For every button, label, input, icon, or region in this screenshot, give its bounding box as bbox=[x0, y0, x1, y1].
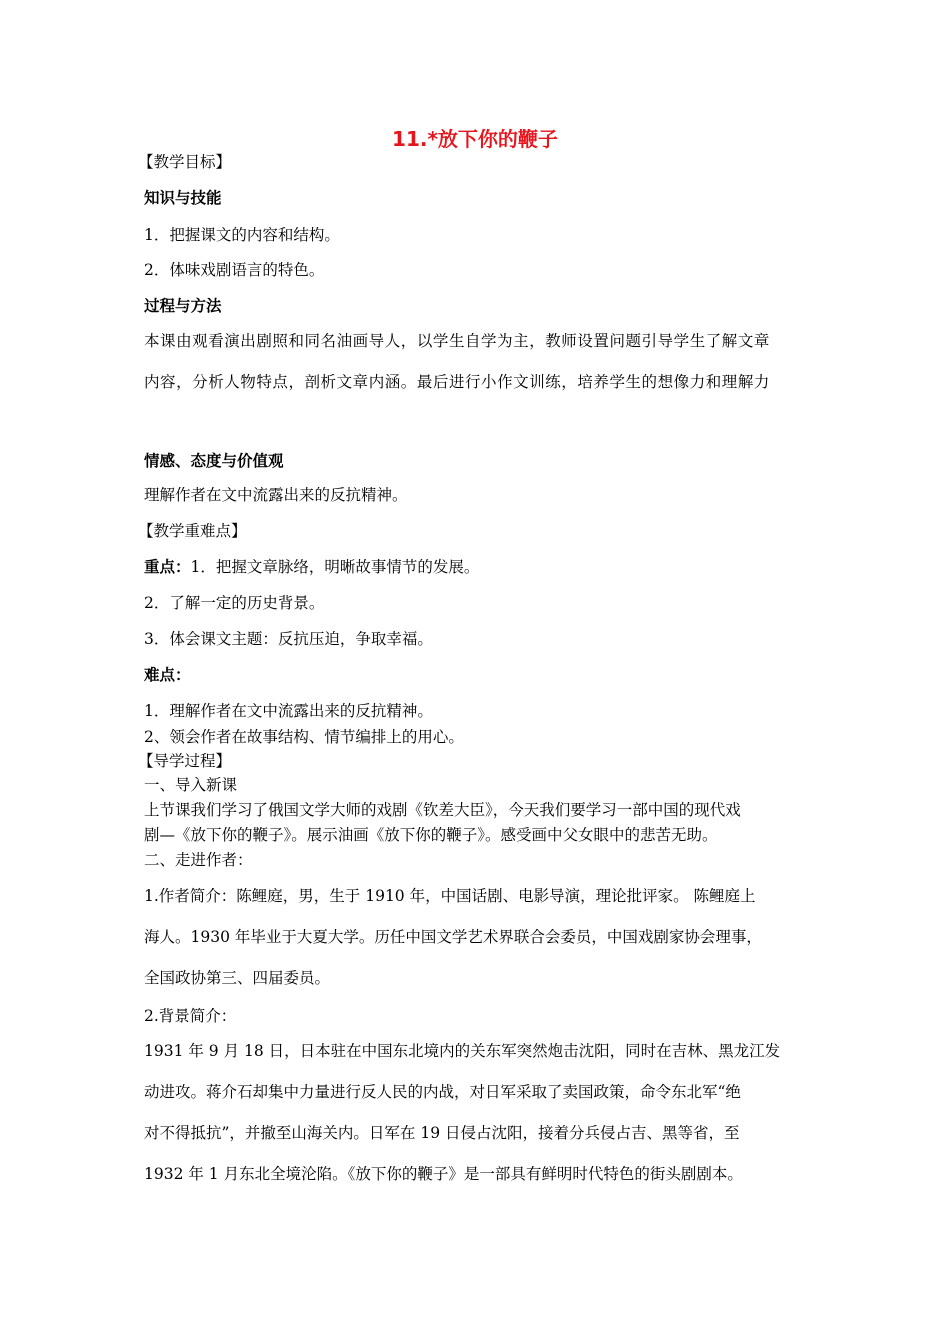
background-paragraph-line-3: 对不得抵抗”，并撤至山海关内。日军在 19 日侵占沈阳，接着分兵侵占吉、黑等省，至 bbox=[144, 1124, 740, 1142]
background-paragraph-line-1: 1931 年 9 月 18 日，日本驻在中国东北境内的关东军突然炮击沈阳，同时在吉林、黑龙江发 bbox=[144, 1042, 781, 1060]
key-point-item-1: 1．把握文章脉络，明晰故事情节的发展。 bbox=[190, 558, 480, 576]
emotion-values-heading: 情感、态度与价值观 bbox=[144, 452, 284, 470]
teaching-goals-heading: 【教学目标】 bbox=[138, 153, 232, 171]
key-point-line-1 bbox=[144, 557, 479, 577]
knowledge-skills-heading: 知识与技能 bbox=[144, 189, 222, 207]
key-point-item-2: 2．了解一定的历史背景。 bbox=[144, 594, 325, 612]
intro-paragraph-line-1: 上节课我们学习了俄国文学大师的戏剧《钦差大臣》，今天我们要学习一部中国的现代戏 bbox=[144, 801, 741, 819]
key-point-label: 重点： bbox=[144, 558, 191, 576]
intro-paragraph-line-2: 剧—《放下你的鞭子》。展示油画《放下你的鞭子》。感受画中父女眼中的悲苦无助。 bbox=[144, 826, 718, 844]
intro-heading: 一、导入新课 bbox=[144, 776, 238, 794]
difficult-point-item-1: 1．理解作者在文中流露出来的反抗精神。 bbox=[144, 702, 433, 720]
process-paragraph-line-1: 本课由观看演出剧照和同名油画导人，以学生自学为主，教师设置问题引导学生了解文章 bbox=[144, 332, 770, 350]
author-heading: 二、走进作者： bbox=[144, 851, 253, 869]
author-paragraph-line-2: 海人。1930 年毕业于大夏大学。历任中国文学艺术界联合会委员，中国戏剧家协会理事， bbox=[144, 928, 762, 946]
key-difficult-points-heading: 【教学重难点】 bbox=[138, 522, 247, 540]
emotion-paragraph: 理解作者在文中流露出来的反抗精神。 bbox=[144, 486, 408, 504]
background-paragraph-line-2: 动进攻。蒋介石却集中力量进行反人民的内战，对日军采取了卖国政策，命令东北军“绝 bbox=[144, 1083, 741, 1101]
background-heading: 2.背景简介： bbox=[144, 1007, 237, 1025]
document-title: 11.*放下你的鞭子 bbox=[392, 127, 558, 151]
process-paragraph-line-2: 内容，分析人物特点，剖析文章内涵。最后进行小作文训练，培养学生的想像力和理解力 bbox=[144, 373, 770, 391]
background-paragraph-line-4: 1932 年 1 月东北全境沦陷。《放下你的鞭子》是一部具有鲜明时代特色的街头剧剧本。 bbox=[144, 1165, 743, 1183]
difficult-point-label: 难点： bbox=[144, 666, 191, 684]
author-paragraph-line-1: 1.作者简介：陈鲤庭，男，生于 1910 年，中国话剧、电影导演，理论批评家。 陈鲤庭上 bbox=[144, 887, 756, 905]
knowledge-item-2: 2．体味戏剧语言的特色。 bbox=[144, 261, 325, 279]
knowledge-item-1: 1．把握课文的内容和结构。 bbox=[144, 226, 340, 244]
difficult-point-item-2: 2、领会作者在故事结构、情节编排上的用心。 bbox=[144, 728, 464, 746]
guide-process-heading: 【导学过程】 bbox=[138, 752, 232, 770]
author-paragraph-line-3: 全国政协第三、四届委员。 bbox=[144, 969, 331, 987]
key-point-item-3: 3．体会课文主题：反抗压迫，争取幸福。 bbox=[144, 630, 433, 648]
process-method-heading: 过程与方法 bbox=[144, 297, 222, 315]
